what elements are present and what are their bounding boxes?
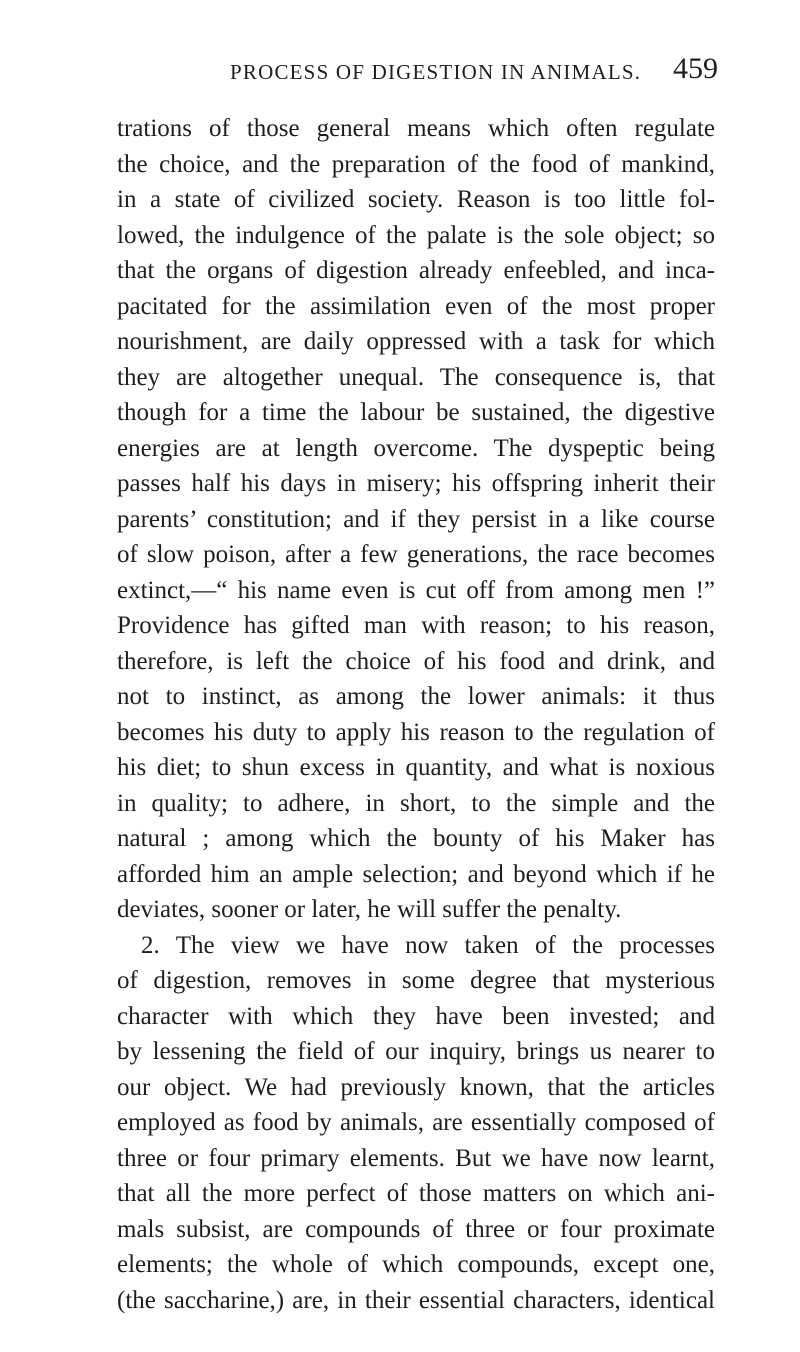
text-line: natural ; among which the bounty of his Maker has xyxy=(117,825,715,852)
text-line: our object. We had previously known, that the articles xyxy=(117,1073,715,1101)
text-line: employed as food by animals, are essentially composed of xyxy=(117,1109,715,1136)
text-line: (the saccharine,) are, in their essential characters, identical xyxy=(117,1286,715,1314)
text-line: trations of those general means which often regulate xyxy=(117,115,715,142)
text-line: becomes his duty to apply his reason to the regulation of xyxy=(117,718,715,746)
text-line: they are altogether unequal. The consequence is, that xyxy=(117,363,715,391)
text-line: though for a time the labour be sustained, the digestive xyxy=(117,399,715,426)
paragraph-start-line: 2. The view we have now taken of the processes xyxy=(141,931,715,959)
text-line: his diet; to shun excess in quantity, and what is noxious xyxy=(117,754,715,781)
text-line: of slow poison, after a few generations, the race becomes xyxy=(117,541,715,568)
text-line: in a state of civilized society. Reason is too little fol- xyxy=(117,186,715,213)
text-line: extinct,—“ his name even is cut off from among men !” xyxy=(117,576,715,604)
text-line: lowed, the indulgence of the palate is the sole object; so xyxy=(117,221,715,249)
body-text xyxy=(117,111,715,1318)
text-line: in quality; to adhere, in short, to the simple and the xyxy=(117,789,715,817)
text-line: pacitated for the assimilation even of the most proper xyxy=(117,292,715,320)
text-line: mals subsist, are compounds of three or four proximate xyxy=(117,1215,715,1243)
text-line: afforded him an ample selection; and beyond which if he xyxy=(117,860,715,888)
text-line: that all the more perfect of those matters on which ani- xyxy=(117,1180,715,1207)
text-line: that the organs of digestion already enfeebled, and inca- xyxy=(117,257,715,284)
text-line: parents’ constitution; and if they persist in a like course xyxy=(117,505,715,533)
page-number: 459 xyxy=(673,52,718,85)
text-line: by lessening the field of our inquiry, brings us nearer to xyxy=(117,1038,715,1065)
text-line: the choice, and the preparation of the food of mankind, xyxy=(117,150,715,178)
text-line: nourishment, are daily oppressed with a task for which xyxy=(117,328,715,355)
running-title: PROCESS OF DIGESTION IN ANIMALS. xyxy=(230,60,642,84)
text-line: three or four primary elements. But we have now learnt, xyxy=(117,1144,715,1172)
paragraph-end-line: deviates, sooner or later, he will suffer the penalty. xyxy=(117,896,622,923)
text-line: not to instinct, as among the lower animals: it thus xyxy=(117,683,715,710)
text-line: Providence has gifted man with reason; to his reason, xyxy=(117,612,715,639)
text-line: character with which they have been invested; and xyxy=(117,1002,715,1030)
text-line: passes half his days in misery; his offspring inherit their xyxy=(117,470,715,497)
text-line: therefore, is left the choice of his food and drink, and xyxy=(117,647,715,675)
text-line: elements; the whole of which compounds, except one, xyxy=(117,1251,715,1278)
text-line: of digestion, removes in some degree that mysterious xyxy=(117,967,715,994)
text-line: energies are at length overcome. The dyspeptic being xyxy=(117,434,715,462)
